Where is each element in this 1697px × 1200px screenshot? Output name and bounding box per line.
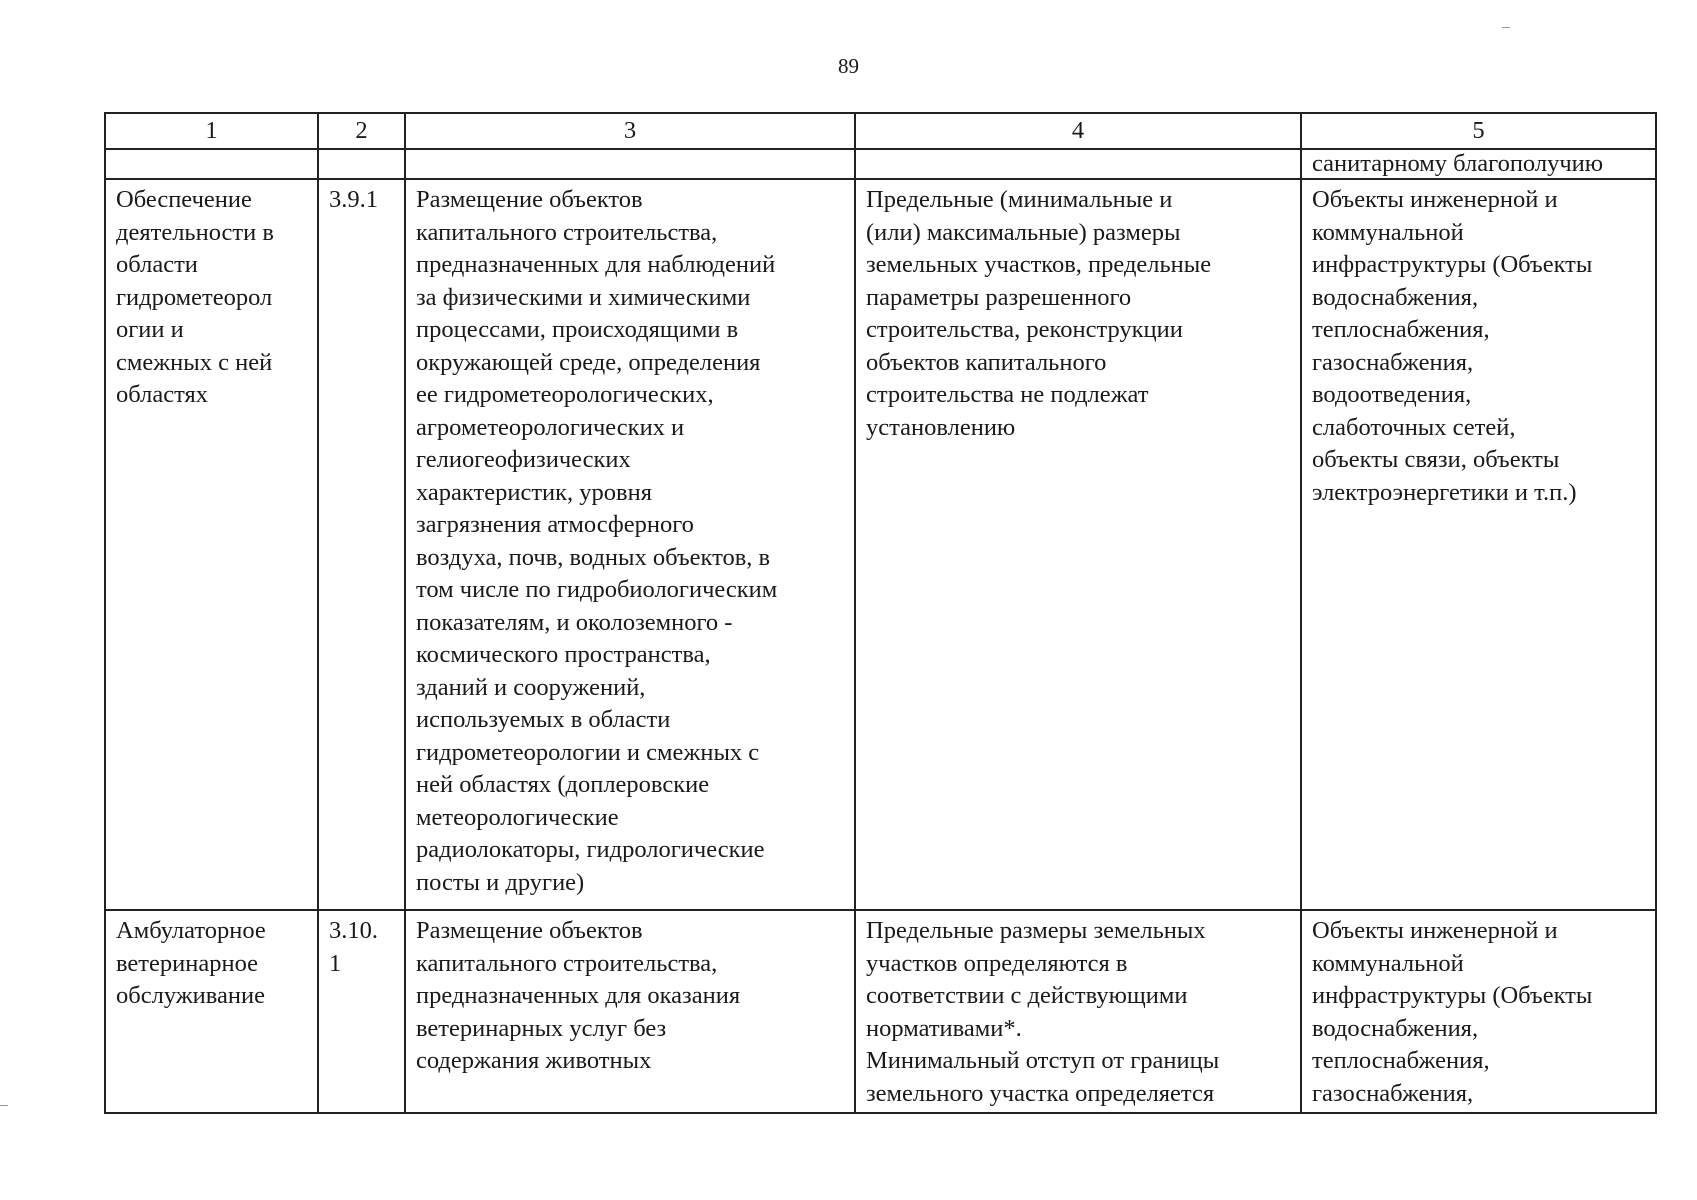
column-header: 3 xyxy=(405,113,855,149)
land-use-name-cell: Амбулаторное ветеринарное обслуживание xyxy=(105,910,318,1113)
column-header: 5 xyxy=(1301,113,1656,149)
parameters-cell: Предельные размеры земельных участков определяются в соответствии с действующими нормативами*. Минимальный отступ от границы земельного участка определяется xyxy=(855,910,1301,1113)
parameters-cell: Предельные (минимальные и (или) максимальные) размеры земельных участков, предельные параметры разрешенного строительства, реконструкции объектов капитального строительства не подлежат установлению xyxy=(855,179,1301,910)
land-use-code-cell: 3.9.1 xyxy=(318,179,405,910)
continuation-row xyxy=(105,149,1656,179)
table-row xyxy=(105,179,1656,910)
column-header: 4 xyxy=(855,113,1301,149)
column-header: 1 xyxy=(105,113,318,149)
scan-mark xyxy=(0,1105,8,1106)
column-header: 2 xyxy=(318,113,405,149)
page-number: 89 xyxy=(838,54,859,78)
table-row xyxy=(105,910,1656,1113)
table-header-row xyxy=(105,113,1656,149)
auxiliary-objects-cell: Объекты инженерной и коммунальной инфраструктуры (Объекты водоснабжения, теплоснабжения, газоснабжения, водоотведения, слаботочных сетей, объекты связи, объекты электроэнергетики и т.п.) xyxy=(1301,179,1656,910)
land-use-table xyxy=(104,112,1657,1114)
table-cell xyxy=(105,149,318,179)
auxiliary-objects-cell: Объекты инженерной и коммунальной инфраструктуры (Объекты водоснабжения, теплоснабжения, газоснабжения, xyxy=(1301,910,1656,1113)
description-cell: Размещение объектов капитального строительства, предназначенных для оказания ветеринарных услуг без содержания животных xyxy=(405,910,855,1113)
table-cell xyxy=(855,149,1301,179)
scan-mark xyxy=(1502,27,1510,28)
land-use-code-cell: 3.10. 1 xyxy=(318,910,405,1113)
table-cell xyxy=(405,149,855,179)
table-cell xyxy=(318,149,405,179)
table-cell: санитарному благополучию xyxy=(1301,149,1656,179)
land-use-name-cell: Обеспечение деятельности в области гидрометеорол огии и смежных с ней областях xyxy=(105,179,318,910)
description-cell: Размещение объектов капитального строительства, предназначенных для наблюдений за физическими и химическими процессами, происходящими в окружающей среде, определения ее гидрометеорологических, агрометеорологических и гелиогеофизических характеристик, уровня загрязнения атмосферного воздуха, почв, водных объектов, в том числе по гидробиологическим показателям, и околоземного - космического пространства, зданий и сооружений, используемых в области гидрометеорологии и смежных с ней областях (доплеровские метеорологические радиолокаторы, гидрологические посты и другие) xyxy=(405,179,855,910)
